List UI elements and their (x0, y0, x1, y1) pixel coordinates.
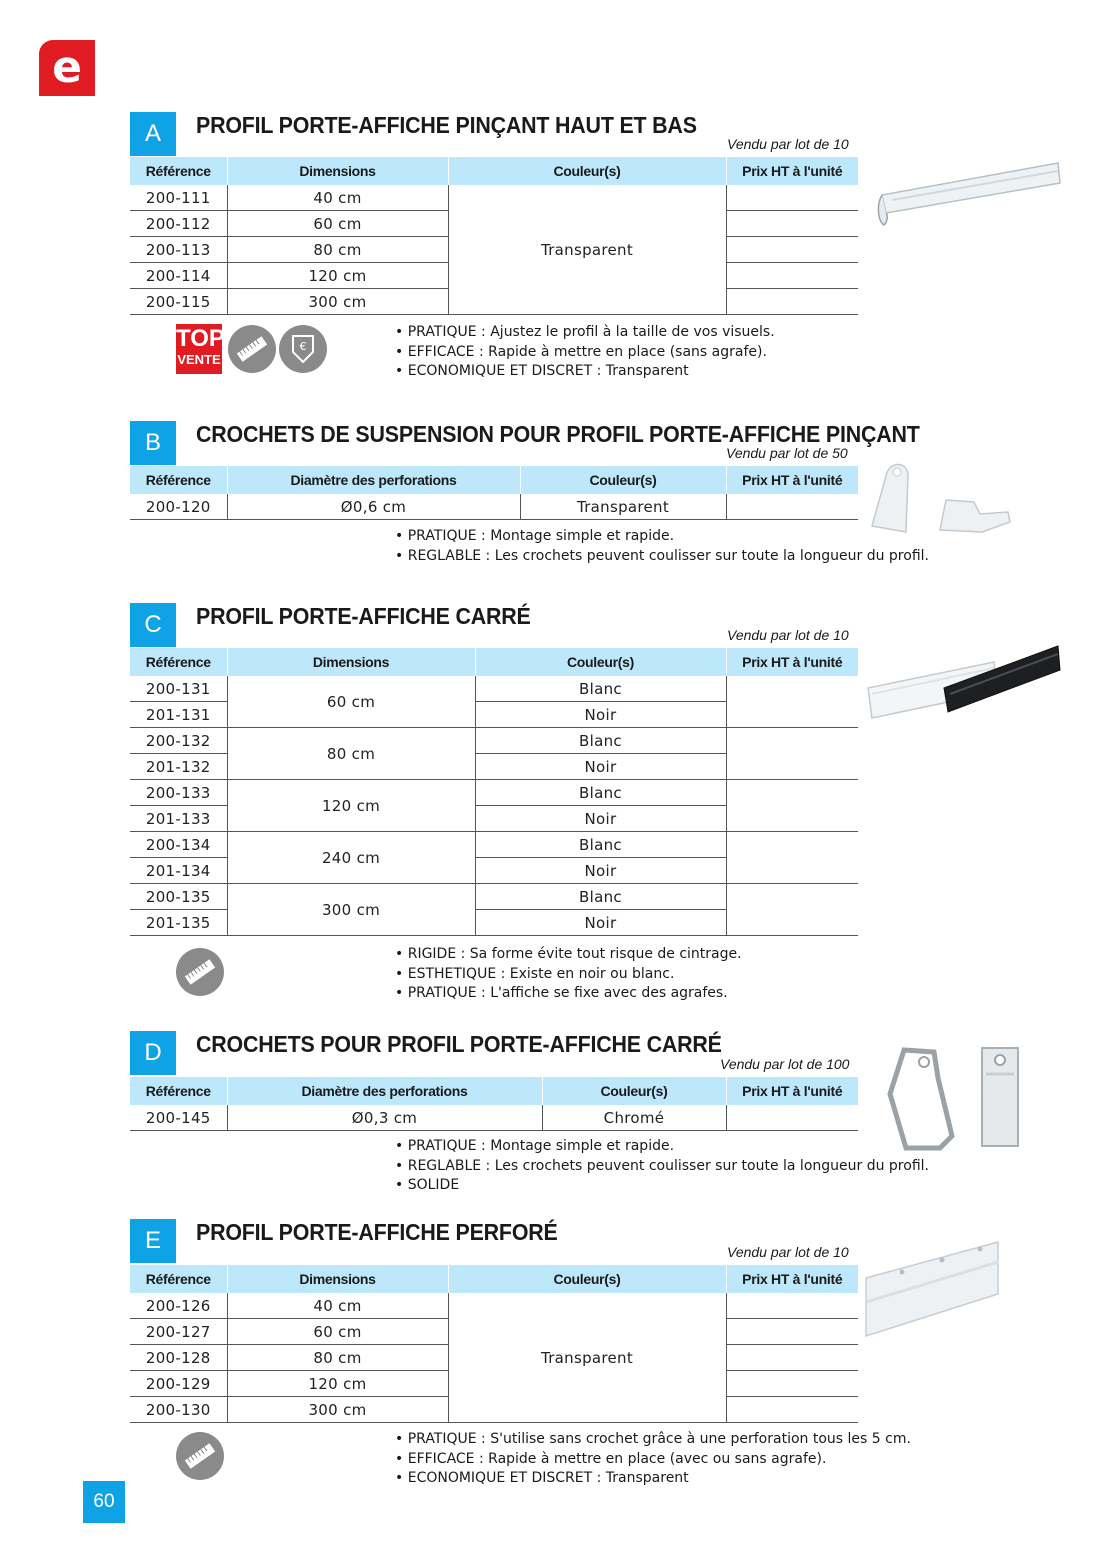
cell-reference: 201-134 (130, 858, 227, 884)
table-row (130, 1293, 858, 1319)
section-title: PROFIL PORTE-AFFICHE CARRÉ (196, 603, 531, 629)
col-reference: Référence (130, 1077, 227, 1105)
cell-diameter: Ø0,6 cm (227, 494, 520, 520)
feature-item: • PRATIQUE : Montage simple et rapide. (395, 527, 929, 547)
ruler-icon (176, 948, 224, 996)
spec-table (130, 1265, 858, 1423)
table-row (130, 884, 858, 910)
chrome-hooks-image (882, 1044, 1024, 1152)
cell-color: Blanc (475, 780, 726, 806)
spec-table (130, 648, 858, 936)
section-title: CROCHETS POUR PROFIL PORTE-AFFICHE CARRÉ (196, 1031, 722, 1057)
table-header (130, 466, 858, 494)
feature-list (395, 1137, 929, 1196)
lot-size: Vendu par lot de 10 (727, 1244, 849, 1260)
cell-price (726, 263, 858, 289)
feature-item: • ECONOMIQUE ET DISCRET : Transparent (395, 362, 775, 382)
cell-reference: 200-113 (130, 237, 227, 263)
table-row (130, 780, 858, 806)
cell-dimension: 120 cm (227, 780, 475, 832)
col-colors: Couleur(s) (448, 157, 726, 185)
cell-price (726, 1293, 858, 1319)
cell-reference: 200-114 (130, 263, 227, 289)
feature-list (395, 1430, 911, 1489)
cell-price (726, 676, 858, 728)
col-colors: Couleur(s) (475, 648, 726, 676)
top-vente-badge (176, 324, 225, 374)
perforated-profile-image (862, 1238, 1002, 1342)
cell-reference: 200-134 (130, 832, 227, 858)
cell-dimension: 300 cm (227, 884, 475, 936)
col-reference: Référence (130, 466, 227, 494)
table-header (130, 648, 858, 676)
feature-item: • PRATIQUE : Montage simple et rapide. (395, 1137, 929, 1157)
cell-diameter: Ø0,3 cm (227, 1105, 542, 1131)
cell-reference: 200-130 (130, 1397, 227, 1423)
section-title: PROFIL PORTE-AFFICHE PINÇANT HAUT ET BAS (196, 112, 697, 138)
section-letter: C (130, 603, 176, 647)
col-dimensions: Dimensions (227, 648, 475, 676)
cell-price (726, 884, 858, 936)
cell-reference: 201-133 (130, 806, 227, 832)
cell-dimension: 300 cm (227, 289, 448, 315)
col-price: Prix HT à l'unité (726, 466, 858, 494)
table-header (130, 157, 858, 185)
cell-dimension: 40 cm (227, 185, 448, 211)
table-header (130, 1265, 858, 1293)
cell-dimension: 120 cm (227, 1371, 448, 1397)
feature-item: • REGLABLE : Les crochets peuvent coulisser sur toute la longueur du profil. (395, 1157, 929, 1177)
col-price: Prix HT à l'unité (726, 157, 858, 185)
badge-line-2: VENTE (177, 352, 221, 367)
cell-color: Chromé (542, 1105, 726, 1131)
spec-table (130, 466, 858, 520)
col-colors: Couleur(s) (542, 1077, 726, 1105)
table-header (130, 1077, 858, 1105)
pincer-profile-image (872, 155, 1064, 235)
lot-size: Vendu par lot de 50 (726, 445, 848, 461)
table-row (130, 676, 858, 702)
ruler-icon (176, 1432, 224, 1480)
cell-dimension: 300 cm (227, 1397, 448, 1423)
suspension-hooks-image (862, 456, 1014, 540)
section-letter: B (130, 421, 176, 465)
section-title: CROCHETS DE SUSPENSION POUR PROFIL PORTE-AFFICHE PINÇANT (196, 421, 920, 447)
cell-color: Noir (475, 702, 726, 728)
cell-color: Blanc (475, 728, 726, 754)
spec-table (130, 1077, 858, 1131)
feature-item: • PRATIQUE : Ajustez le profil à la taille de vos visuels. (395, 323, 775, 343)
col-colors: Couleur(s) (448, 1265, 726, 1293)
cell-reference: 200-115 (130, 289, 227, 315)
col-dimensions: Dimensions (227, 1265, 448, 1293)
cell-price (726, 728, 858, 780)
section-title: PROFIL PORTE-AFFICHE PERFORÉ (196, 1219, 558, 1245)
cell-price (726, 780, 858, 832)
cell-dimension: 80 cm (227, 1345, 448, 1371)
feature-item: • ECONOMIQUE ET DISCRET : Transparent (395, 1469, 911, 1489)
ruler-icon (228, 325, 276, 373)
table-row (130, 185, 858, 211)
cell-reference: 200-128 (130, 1345, 227, 1371)
cell-price (726, 1397, 858, 1423)
cell-dimension: 80 cm (227, 237, 448, 263)
cell-price (726, 185, 858, 211)
cell-reference: 201-132 (130, 754, 227, 780)
cell-color: Transparent (448, 1293, 726, 1423)
cell-color: Blanc (475, 884, 726, 910)
cell-color: Transparent (448, 185, 726, 315)
cell-color: Noir (475, 754, 726, 780)
lot-size: Vendu par lot de 10 (727, 627, 849, 643)
brand-logo (39, 40, 95, 96)
col-reference: Référence (130, 1265, 227, 1293)
section-a (130, 112, 1090, 392)
cell-reference: 200-120 (130, 494, 227, 520)
cell-dimension: 40 cm (227, 1293, 448, 1319)
cell-reference: 200-111 (130, 185, 227, 211)
feature-list (395, 323, 775, 382)
col-diameter: Diamètre des perforations (227, 466, 520, 494)
cell-price (726, 289, 858, 315)
col-reference: Référence (130, 157, 227, 185)
section-letter: E (130, 1219, 176, 1263)
section-letter: D (130, 1031, 176, 1075)
col-reference: Référence (130, 648, 227, 676)
feature-item: • EFFICACE : Rapide à mettre en place (avec ou sans agrafe). (395, 1450, 911, 1470)
feature-item: • REGLABLE : Les crochets peuvent coulisser sur toute la longueur du profil. (395, 547, 929, 567)
svg-text:€: € (299, 340, 307, 353)
col-diameter: Diamètre des perforations (227, 1077, 542, 1105)
cell-price (726, 1105, 858, 1131)
cell-price (726, 1319, 858, 1345)
col-colors: Couleur(s) (520, 466, 726, 494)
feature-item: • SOLIDE (395, 1176, 929, 1196)
cell-dimension: 120 cm (227, 263, 448, 289)
lot-size: Vendu par lot de 10 (727, 136, 849, 152)
euro-down-icon (279, 325, 327, 373)
col-dimensions: Dimensions (227, 157, 448, 185)
cell-price (726, 237, 858, 263)
cell-dimension: 80 cm (227, 728, 475, 780)
table-row (130, 728, 858, 754)
table-row (130, 494, 858, 520)
cell-reference: 200-127 (130, 1319, 227, 1345)
cell-price (726, 832, 858, 884)
cell-reference: 201-131 (130, 702, 227, 728)
table-row (130, 832, 858, 858)
cell-reference: 200-133 (130, 780, 227, 806)
cell-price (726, 1371, 858, 1397)
badge-line-1: TOP (176, 325, 225, 352)
feature-item: • PRATIQUE : S'utilise sans crochet grâce à une perforation tous les 5 cm. (395, 1430, 911, 1450)
feature-item: • RIGIDE : Sa forme évite tout risque de cintrage. (395, 945, 742, 965)
cell-dimension: 60 cm (227, 676, 475, 728)
col-price: Prix HT à l'unité (726, 648, 858, 676)
col-price: Prix HT à l'unité (726, 1077, 858, 1105)
cell-color: Blanc (475, 832, 726, 858)
feature-list (395, 527, 929, 566)
cell-color: Blanc (475, 676, 726, 702)
cell-dimension: 240 cm (227, 832, 475, 884)
cell-reference: 200-129 (130, 1371, 227, 1397)
cell-reference: 200-135 (130, 884, 227, 910)
feature-list (395, 945, 742, 1004)
cell-reference: 201-135 (130, 910, 227, 936)
cell-reference: 200-112 (130, 211, 227, 237)
cell-reference: 200-126 (130, 1293, 227, 1319)
logo-letter: e (52, 42, 82, 93)
cell-color: Noir (475, 858, 726, 884)
col-price: Prix HT à l'unité (726, 1265, 858, 1293)
cell-reference: 200-132 (130, 728, 227, 754)
feature-item: • EFFICACE : Rapide à mettre en place (sans agrafe). (395, 343, 775, 363)
cell-color: Noir (475, 806, 726, 832)
feature-item: • PRATIQUE : L'affiche se fixe avec des agrafes. (395, 984, 742, 1004)
cell-price (726, 211, 858, 237)
cell-dimension: 60 cm (227, 211, 448, 237)
square-profile-image (864, 638, 1064, 722)
cell-color: Noir (475, 910, 726, 936)
cell-price (726, 494, 858, 520)
feature-item: • ESTHETIQUE : Existe en noir ou blanc. (395, 965, 742, 985)
cell-reference: 200-145 (130, 1105, 227, 1131)
cell-reference: 200-131 (130, 676, 227, 702)
section-letter: A (130, 112, 176, 156)
lot-size: Vendu par lot de 100 (720, 1056, 850, 1072)
spec-table (130, 157, 858, 315)
cell-dimension: 60 cm (227, 1319, 448, 1345)
page-number: 60 (83, 1481, 125, 1523)
cell-price (726, 1345, 858, 1371)
table-row (130, 1105, 858, 1131)
cell-color: Transparent (520, 494, 726, 520)
